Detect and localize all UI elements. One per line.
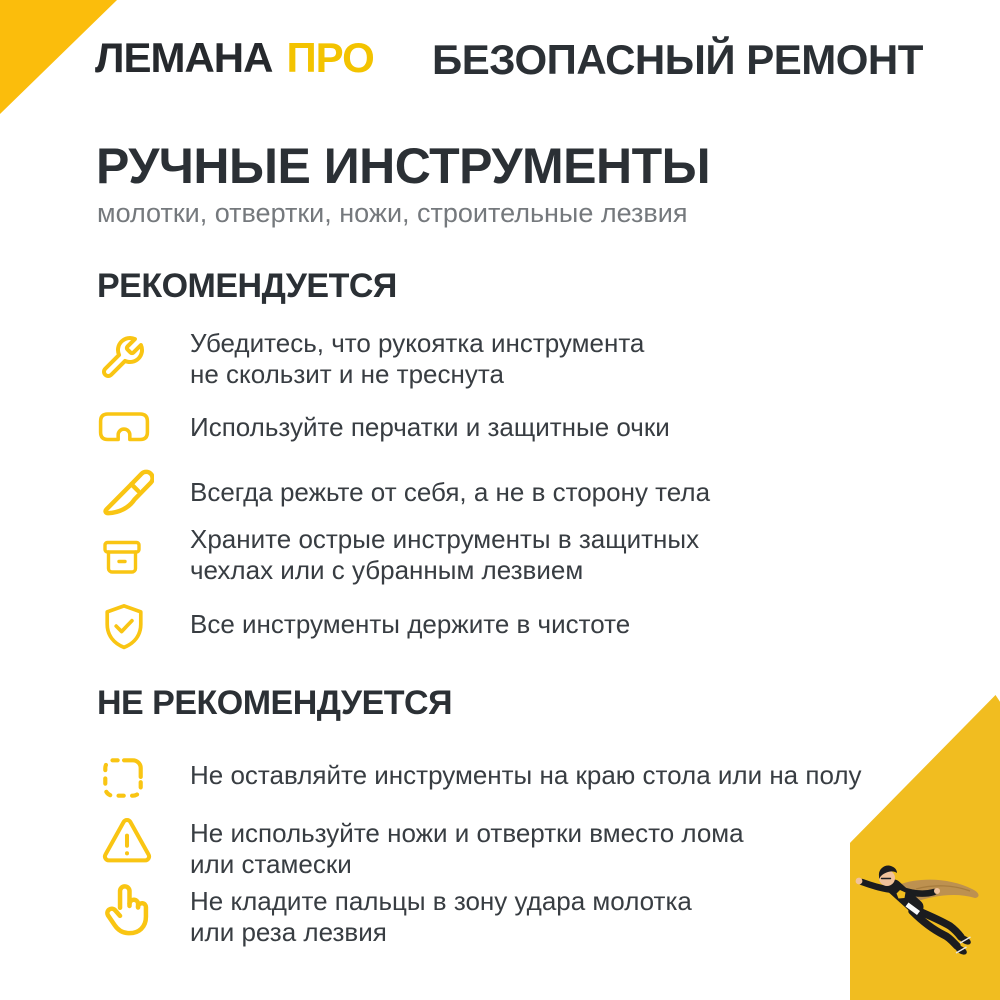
page-title: РУЧНЫЕ ИНСТРУМЕНТЫ <box>96 138 711 194</box>
program-title: БЕЗОПАСНЫЙ РЕМОНТ <box>432 36 923 83</box>
item-text: Не используйте ножи и отвертки вместо лома или стамески <box>190 818 744 879</box>
shield-check-icon <box>98 600 150 654</box>
logo-text-lemana: ЛЕМАНА <box>95 34 273 81</box>
item-text: Не кладите пальцы в зону удара молотка или реза лезвия <box>190 886 692 947</box>
page-subtitle: молотки, отвертки, ножи, строительные лезвия <box>97 198 688 228</box>
dashed-frame-icon <box>98 752 148 804</box>
corner-shape-bottom-right <box>850 695 1000 1000</box>
section-heading-not-recommended: НЕ РЕКОМЕНДУЕТСЯ <box>97 684 453 722</box>
knife-icon <box>98 466 154 522</box>
logo-text-pro: ПРО <box>286 34 374 81</box>
item-text: Всегда режьте от себя, а не в сторону тела <box>190 477 711 507</box>
section-heading-recommended: РЕКОМЕНДУЕТСЯ <box>97 267 397 305</box>
item-text: Не оставляйте инструменты на краю стола или на полу <box>190 760 862 790</box>
item-text: Используйте перчатки и защитные очки <box>190 412 670 442</box>
item-text: Убедитесь, что рукоятка инструмента не скользит и не треснута <box>190 328 645 389</box>
item-text: Все инструменты держите в чистоте <box>190 609 631 639</box>
lemana-pro-logo <box>95 34 374 81</box>
storage-box-icon <box>98 534 146 582</box>
wrench-icon <box>98 334 146 382</box>
flying-handyman-illustration <box>850 863 985 963</box>
item-text: Храните острые инструменты в защитных чехлах или с убранным лезвием <box>190 524 700 585</box>
hand-point-up-icon <box>98 880 152 940</box>
warning-triangle-icon <box>98 815 156 867</box>
safety-goggles-icon <box>98 409 150 445</box>
